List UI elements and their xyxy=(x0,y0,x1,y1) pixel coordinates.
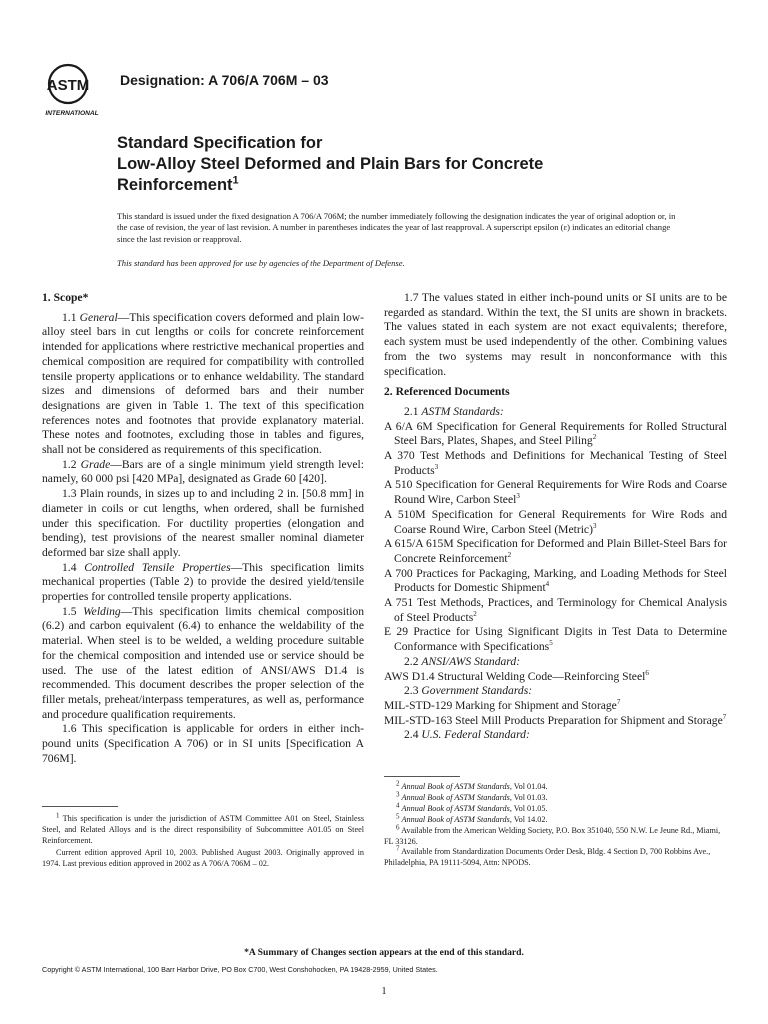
issuance-note: This standard is issued under the fixed designation A 706/A 706M; the number immediately following the designation indicates the year of original adoption or, in the case of revision, the year of last revision. A number in parentheses indicates the year of last reapproval. A superscript epsilon (ε) indicates an editorial change since the last revision or reapproval. xyxy=(117,211,676,244)
subsection-2-1 xyxy=(384,405,727,420)
document-title xyxy=(117,133,677,196)
para-1-1-num: 1.1 xyxy=(62,310,77,324)
ref-item: A 615/A 615M Specification for Deformed and Plain Billet-Steel Bars for Concrete Reinforcement$^2$ xyxy=(384,537,727,565)
subsection-2-2-num: 2.2 xyxy=(404,654,419,668)
title-line-1: Standard Specification for xyxy=(117,134,323,152)
astm-logo xyxy=(42,60,112,120)
subsection-2-2-label: ANSI/AWS Standard: xyxy=(421,654,521,668)
footnote-4: $^4$ Annual Book of ASTM Standards, Vol 01.05. xyxy=(396,801,548,813)
title-line-2: Low-Alloy Steel Deformed and Plain Bars for Concrete xyxy=(117,155,544,173)
edition-note: Current edition approved April 10, 2003. Published August 2003. Originally approved in 1974. Last previous edition approved in 2002 as A 706/A 706M – 02. xyxy=(42,847,364,868)
subsection-2-3 xyxy=(384,684,727,699)
footnote-divider-left xyxy=(42,806,118,807)
footnote-6: $^6$ Available from the American Welding Society, P.O. Box 351040, 550 N.W. Le Jeune Rd., Miami, FL 33126. xyxy=(384,822,721,846)
page-number: 1 xyxy=(381,986,387,997)
summary-of-changes-note: *A Summary of Changes section appears at the end of this standard. xyxy=(244,947,524,958)
para-1-2-text: —Bars are of a single minimum yield strength level: namely, 60 000 psi [420 MPa], designated as Grade 60 [420]. xyxy=(42,457,365,486)
left-column xyxy=(42,291,364,767)
title-line-3 xyxy=(117,175,677,196)
subsection-2-4-label: U.S. Federal Standard: xyxy=(421,728,530,742)
para-1-4 xyxy=(42,561,364,605)
subsection-2-3-num: 2.3 xyxy=(404,684,419,698)
logo-subtext: INTERNATIONAL xyxy=(45,110,99,117)
footnote-2: $^2$ Annual Book of ASTM Standards, Vol 01.04. xyxy=(396,779,548,791)
para-1-4-text: —This specification limits mechanical properties (Table 2) to provide the desired yield/tensile properties for controlled tensile property applications. xyxy=(42,560,364,604)
subsection-2-1-label: ASTM Standards: xyxy=(421,404,504,418)
references-list xyxy=(384,405,727,743)
ref-item: A 370 Test Methods and Definitions for Mechanical Testing of Steel Products$^3$ xyxy=(384,449,727,477)
para-1-5 xyxy=(42,605,364,723)
ref-item: MIL-STD-163 Steel Mill Products Preparation for Shipment and Storage$^7$ xyxy=(384,712,727,727)
para-1-6: 1.6 This specification is applicable for orders in either inch-pound units (Specification A 706) or in SI units [Specification A 706M]. xyxy=(42,722,364,765)
ref-item: AWS D1.4 Structural Welding Code—Reinforcing Steel$^6$ xyxy=(384,668,649,683)
subsection-2-1-num: 2.1 xyxy=(404,404,419,418)
para-1-7: 1.7 The values stated in either inch-pound units or SI units are to be regarded as standard. Within the text, the SI units are shown in brackets. The values stated in each system are not exact equivalents; therefore, each system must be used independently of the other. Combining values from the two systems may result in nonconformance with this specification. xyxy=(384,291,727,378)
footnote-1: $^1$ This specification is under the jurisdiction of ASTM Committee A01 on Steel, Stainless Steel, and Related Alloys and is the direct responsibility of Subcommittee A01.05 on Steel Reinforcement. xyxy=(42,811,364,846)
designation: Designation: A 706/A 706M – 03 xyxy=(120,72,329,88)
astm-logo-graphic xyxy=(42,60,112,120)
para-1-4-label: Controlled Tensile Properties xyxy=(84,560,231,574)
footnote-divider-right xyxy=(384,776,460,777)
footnote-5: $^5$ Annual Book of ASTM Standards, Vol 14.02. xyxy=(396,811,548,824)
ref-item: E 29 Practice for Using Significant Digits in Test Data to Determine Conformance with Specifications$^5$ xyxy=(384,625,727,654)
ref-item: A 510M Specification for General Requirements for Wire Rods and Coarse Round Wire, Carbon Steel (Metric)$^3$ xyxy=(384,507,727,536)
para-1-3: 1.3 Plain rounds, in sizes up to and including 2 in. [50.8 mm] in diameter in coils or cut lengths, when ordered, shall be furnished under this specification. For ductility properties (elongation and bending), test provisions of the nearest smaller nominal diameter deformed bar size shall apply. xyxy=(42,487,364,559)
ref-item: MIL-STD-129 Marking for Shipment and Storage$^7$ xyxy=(384,698,621,712)
ref-item: A 6/A 6M Specification for General Requirements for Rolled Structural Steel Bars, Plates, Shapes, and Steel Piling$^2$ xyxy=(384,419,727,448)
ref-item: A 700 Practices for Packaging, Marking, and Loading Methods for Steel Products for Domestic Shipment$^4$ xyxy=(384,566,727,595)
section-1-heading: 1. Scope* xyxy=(42,291,89,304)
title-line-3-text: Reinforcement xyxy=(117,176,233,194)
para-1-5-label: Welding xyxy=(83,604,121,618)
footnotes-left xyxy=(42,813,364,869)
para-1-2 xyxy=(42,458,364,487)
para-1-1-label: General xyxy=(79,310,118,324)
dod-approval-note: This standard has been approved for use by agencies of the Department of Defense. xyxy=(117,258,405,268)
subsection-2-2 xyxy=(384,655,727,670)
para-1-1 xyxy=(42,311,364,458)
para-1-4-num: 1.4 xyxy=(62,560,77,574)
para-1-2-num: 1.2 xyxy=(62,457,77,471)
footnote-3: $^3$ Annual Book of ASTM Standards, Vol 01.03. xyxy=(396,790,548,802)
ref-item: A 751 Test Methods, Practices, and Terminology for Chemical Analysis of Steel Products$^2$ xyxy=(384,596,727,624)
right-column xyxy=(384,291,727,743)
logo-text: ASTM xyxy=(46,77,90,94)
footnotes-right xyxy=(384,779,727,869)
para-1-5-num: 1.5 xyxy=(62,604,77,618)
para-1-1-text: —This specification covers deformed and plain low-alloy steel bars in cut lengths or coils for concrete reinforcement intended for applications where restrictive mechanical properties and chemical composition are required for compatibility with controlled tensile property applications or to enhance weldability. The standard sizes and dimensions of deformed bars and their number designations are given in Table 1. The text of this specification references notes and footnotes that provide explanatory material. These notes and footnotes, excluding those in tables and figures, shall not be considered as requirements of this specification. xyxy=(42,310,364,457)
subsection-2-4 xyxy=(384,728,727,743)
para-1-2-label: Grade xyxy=(80,457,111,471)
ref-item: A 510 Specification for General Requirements for Wire Rods and Coarse Round Wire, Carbon Steel$^3$ xyxy=(384,478,727,507)
para-1-5-text: —This specification limits chemical composition (6.2) and carbon equivalent (6.4) to enhance the weldability of the material. When steel is to be welded, a welding procedure suitable for the chemical composition and intended use or service should be used. The use of the latest edition of ANSI/AWS D1.4 is recommended. This document describes the proper selection of the filler metals, preheat/interpass temperatures, as well as, performance and procedure qualification requirements. xyxy=(42,604,365,721)
section-2-heading: 2. Referenced Documents xyxy=(384,385,510,399)
subsection-2-4-num: 2.4 xyxy=(404,728,419,742)
copyright: Copyright © ASTM International, 100 Barr Harbor Drive, PO Box C700, West Conshohocken, PA 19428-2959, United States. xyxy=(42,965,438,974)
subsection-2-3-label: Government Standards: xyxy=(421,684,533,698)
title-footnote-marker: 1 xyxy=(232,174,239,187)
footnote-7: $^7$ Available from Standardization Documents Order Desk, Bldg. 4 Section D, 700 Robbins Ave., Philadelphia, PA 19111-5094, Attn: NPODS. xyxy=(384,844,711,868)
